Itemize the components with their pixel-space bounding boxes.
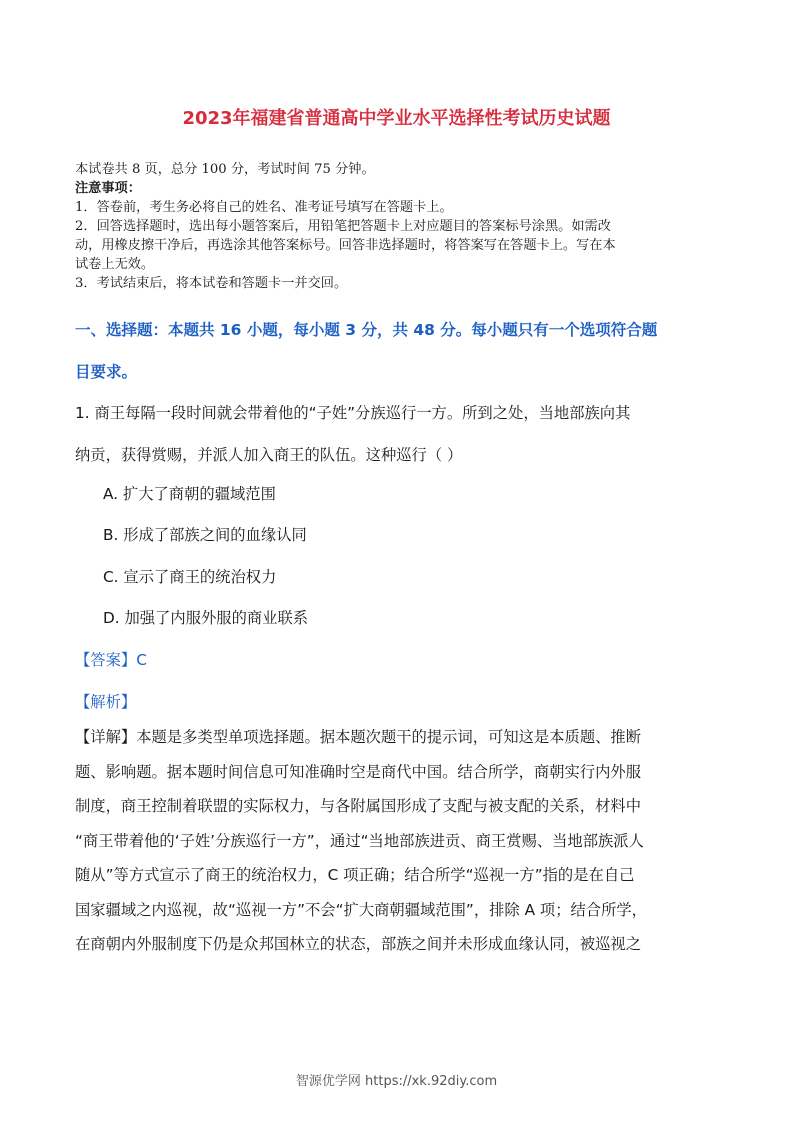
- detail-line-2: 题、影响题。据本题时间信息可知准确时空是商代中国。结合所学，商朝实行内外服: [75, 762, 641, 781]
- question-stem-line-1: 1. 商王每隔一段时间就会带着他的“子姓”分族巡行一方。所到之处，当地部族向其: [75, 404, 631, 422]
- detail-line-5: 随从”等方式宣示了商王的统治权力，C 项正确；结合所学“巡视一方”指的是在自己: [75, 866, 635, 884]
- exam-info: 本试卷共 8 页，总分 100 分，考试时间 75 分钟。: [75, 162, 375, 177]
- question-stem: [75, 396, 725, 472]
- notice-item-3: 3．考试结束后，将本试卷和答题卡一并交回。: [75, 276, 348, 291]
- detail-line-6: 国家疆域之内巡视，故“巡视一方”不会“扩大商朝疆域范围”，排除 A 项；结合所学，: [75, 900, 647, 919]
- notice-item-1: 1．答卷前，考生务必将自己的姓名、准考证号填写在答题卡上。: [75, 200, 453, 215]
- detail-line-7: 在商朝内外服制度下仍是众邦国林立的状态，部族之间并未形成血缘认同，被巡视之: [75, 935, 641, 953]
- notice-item-2b: 动，用橡皮擦干净后，再选涂其他答案标号。回答非选择题时，将答案写在答题卡上。写在本: [75, 238, 616, 253]
- answer-value: C: [136, 651, 147, 669]
- detail-line-4: “商王带着他的‘子姓’分族巡行一方”，通过“当地部族进贡、商王赏赐、当地部族派人: [75, 831, 644, 850]
- option-a: A. 扩大了商朝的疆域范围: [103, 485, 276, 503]
- section-heading-line-2: 目要求。: [75, 363, 138, 381]
- exam-instructions: [75, 160, 725, 293]
- detail-explanation: [75, 720, 725, 962]
- detail-label: 【详解】: [75, 728, 137, 746]
- detail-text-1: 本题是多类型单项选择题。据本题次题干的提示词，可知这是本质题、推断: [136, 728, 642, 746]
- detail-line-1: [75, 720, 725, 755]
- analysis-label: 【解析】: [75, 693, 137, 711]
- section-heading: [75, 312, 725, 390]
- footer-watermark: 智源优学网 https://xk.92diy.com: [295, 1074, 498, 1089]
- notice-heading: 注意事项：: [75, 181, 141, 196]
- question-stem-line-2: 纳贡，获得赏赐，并派人加入商王的队伍。这种巡行（ ）: [75, 446, 463, 464]
- notice-item-2c: 试卷上无效。: [75, 257, 155, 272]
- page-title: 2023年福建省普通高中学业水平选择性考试历史试题: [182, 108, 611, 129]
- option-d: D. 加强了内服外服的商业联系: [103, 609, 309, 627]
- detail-line-3: 制度，商王控制着联盟的实际权力，与各附属国形成了支配与被支配的关系，材料中: [75, 797, 641, 815]
- section-heading-line-1: 一、选择题：本题共 16 小题，每小题 3 分，共 48 分。每小题只有一个选项符合题: [75, 321, 658, 339]
- answer-label: 【答案】: [75, 651, 137, 669]
- answer-line: [75, 648, 147, 670]
- option-c: C. 宣示了商王的统治权力: [103, 568, 277, 586]
- option-b: B. 形成了部族之间的血缘认同: [103, 526, 307, 544]
- notice-item-2a: 2．回答选择题时，选出每小题答案后，用铅笔把答题卡上对应题目的答案标号涂黑。如需改: [75, 219, 611, 234]
